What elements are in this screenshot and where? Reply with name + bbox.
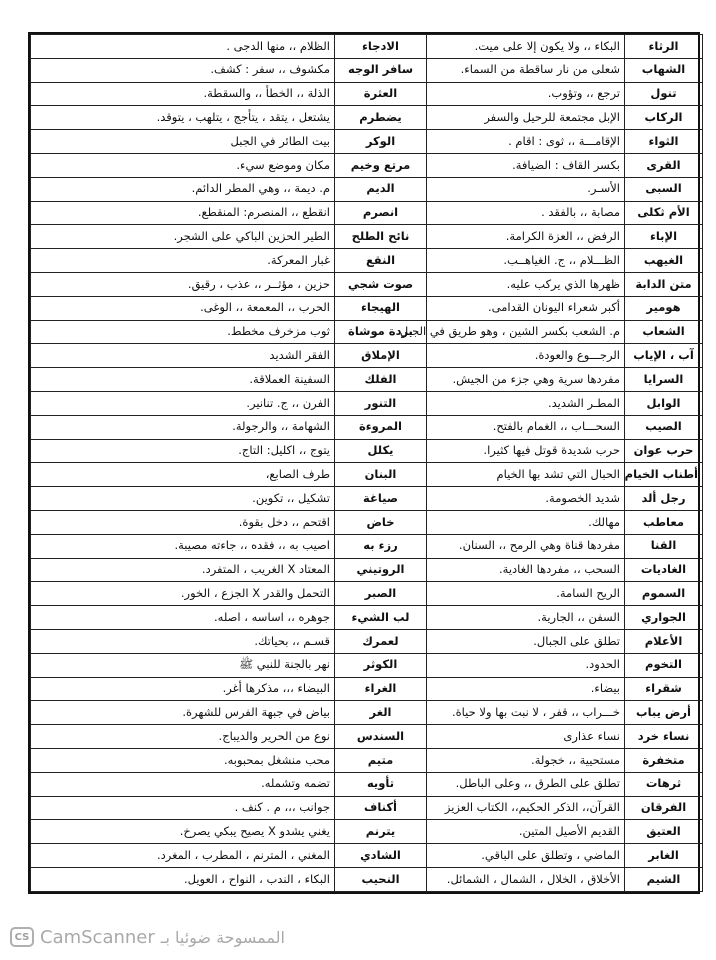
word-cell: يكلل: [335, 439, 427, 463]
table-row: [31, 368, 703, 392]
table-row: [31, 677, 703, 701]
word-cell: رزء به: [335, 534, 427, 558]
meaning-cell: البكاء ،، ولا يكون إلا على ميت.: [427, 35, 625, 59]
meaning-cell: المعتاد X الغريب ، المتفرد.: [31, 558, 335, 582]
word-cell: لعمرك: [335, 629, 427, 653]
word-cell: الجواري: [625, 606, 703, 630]
word-cell: الأعلام: [625, 629, 703, 653]
word-cell: القنا: [625, 534, 703, 558]
meaning-cell: بيضاء.: [427, 677, 625, 701]
table-row: [31, 463, 703, 487]
word-cell: معاطب: [625, 510, 703, 534]
table-row: [31, 487, 703, 511]
word-cell: الغابر: [625, 844, 703, 868]
table-row: [31, 58, 703, 82]
meaning-cell: مكان وموضع سيء.: [31, 153, 335, 177]
word-cell: صياغة: [335, 487, 427, 511]
word-cell: الروتيني: [335, 558, 427, 582]
word-cell: الإملاق: [335, 344, 427, 368]
word-cell: الشادي: [335, 844, 427, 868]
table-row: [31, 153, 703, 177]
word-cell: الكوثر: [335, 653, 427, 677]
meaning-cell: بكسر القاف : الضيافة.: [427, 153, 625, 177]
table-row: [31, 35, 703, 59]
word-cell: القرى: [625, 153, 703, 177]
word-cell: البنان: [335, 463, 427, 487]
meaning-cell: التحمل والقدر X الجزع ، الخور.: [31, 582, 335, 606]
word-cell: الغيهب: [625, 249, 703, 273]
glossary-body: [31, 35, 703, 892]
word-cell: المروءة: [335, 415, 427, 439]
meaning-cell: يغني يشدو X يصيح يبكي يصرخ.: [31, 820, 335, 844]
meaning-cell: اصيب به ،، فقده ،، جاءته مصيبة.: [31, 534, 335, 558]
meaning-cell: تضمه وتشمله.: [31, 772, 335, 796]
word-cell: أكناف: [335, 796, 427, 820]
word-cell: النحيب: [335, 867, 427, 891]
table-row: [31, 558, 703, 582]
meaning-cell: الظـــلام ،، ج. الغياهــب.: [427, 249, 625, 273]
word-cell: العتيق: [625, 820, 703, 844]
meaning-cell: نساء عذارى: [427, 725, 625, 749]
meaning-cell: نوع من الحرير والديباج.: [31, 725, 335, 749]
meaning-cell: القديم الأصيل المتين.: [427, 820, 625, 844]
word-cell: الشعاب: [625, 320, 703, 344]
word-cell: الصيب: [625, 415, 703, 439]
table-row: [31, 510, 703, 534]
meaning-cell: حرب شديدة قوتل فيها كثيرا.: [427, 439, 625, 463]
table-row: [31, 844, 703, 868]
word-cell: الركاب: [625, 106, 703, 130]
table-row: [31, 82, 703, 106]
meaning-cell: الإبل مجتمعة للرحيل والسفر: [427, 106, 625, 130]
word-cell: الشيم: [625, 867, 703, 891]
meaning-cell: ظهرها الذي يركب عليه.: [427, 272, 625, 296]
meaning-cell: يتوج ،، اكليل: التاج.: [31, 439, 335, 463]
meaning-cell: تطلق على الطرق ،، وعلى الباطل.: [427, 772, 625, 796]
meaning-cell: شعلى من نار ساقطة من السماء.: [427, 58, 625, 82]
meaning-cell: تطلق على الجبال.: [427, 629, 625, 653]
word-cell: الغراء: [335, 677, 427, 701]
table-row: [31, 130, 703, 154]
meaning-cell: المطـر الشديد.: [427, 391, 625, 415]
meaning-cell: قسـم ،، بحياتك.: [31, 629, 335, 653]
meaning-cell: جوهره ،، اساسه ، اصله.: [31, 606, 335, 630]
word-cell: الرثاء: [625, 35, 703, 59]
meaning-cell: ترجع ،، وتؤوب.: [427, 82, 625, 106]
meaning-cell: السفن ،، الجارية.: [427, 606, 625, 630]
table-row: [31, 629, 703, 653]
table-row: [31, 653, 703, 677]
table-row: [31, 582, 703, 606]
meaning-cell: الحبال التي تشد بها الخيام: [427, 463, 625, 487]
word-cell: الثواء: [625, 130, 703, 154]
word-cell: انصرم: [335, 201, 427, 225]
table-row: [31, 606, 703, 630]
word-cell: الإباء: [625, 225, 703, 249]
table-row: [31, 344, 703, 368]
word-cell: الادجاء: [335, 35, 427, 59]
meaning-cell: الأسـر.: [427, 177, 625, 201]
table-row: [31, 225, 703, 249]
scanned-with-text: الممسوحة ضوئيا بـ: [160, 927, 285, 947]
meaning-cell: ثوب مزخرف مخطط.: [31, 320, 335, 344]
meaning-cell: الطير الحزين الباكي على الشجر.: [31, 225, 335, 249]
meaning-cell: طرف الصابع،: [31, 463, 335, 487]
meaning-cell: الذلة ،، الخطأ ،، والسقطة.: [31, 82, 335, 106]
camscanner-brand: CamScanner: [40, 926, 155, 948]
table-row: [31, 796, 703, 820]
meaning-cell: السحـــاب ،، الغمام بالفتح.: [427, 415, 625, 439]
meaning-cell: الحرب ،، المعمعة ،، الوغى.: [31, 296, 335, 320]
word-cell: الأم ثكلى: [625, 201, 703, 225]
meaning-cell: بياض في جبهة الفرس للشهرة.: [31, 701, 335, 725]
word-cell: أطناب الخيام: [625, 463, 703, 487]
table-row: [31, 296, 703, 320]
meaning-cell: الشهامة ،، والرجولة.: [31, 415, 335, 439]
meaning-cell: السحب ،، مفردها الغادية.: [427, 558, 625, 582]
meaning-cell: الأخلاق ، الخلال ، الشمال ، الشمائل.: [427, 867, 625, 891]
word-cell: الوكر: [335, 130, 427, 154]
word-cell: شقراء: [625, 677, 703, 701]
meaning-cell: الرفض ،، العزة الكرامة.: [427, 225, 625, 249]
table-row: [31, 320, 703, 344]
meaning-cell: مهالك.: [427, 510, 625, 534]
glossary-sheet: [28, 32, 700, 894]
meaning-cell: خـــراب ،، قفر ، لا نبت بها ولا حياة.: [427, 701, 625, 725]
meaning-cell: البكاء ، الندب ، النواح ، العويل.: [31, 867, 335, 891]
word-cell: متن الدابة: [625, 272, 703, 296]
meaning-cell: جوانب ،،، م . كنف .: [31, 796, 335, 820]
meaning-cell: نهر بالجنة للنبي ﷺ: [31, 653, 335, 677]
meaning-cell: الفرن ،، ج. تنانير.: [31, 391, 335, 415]
meaning-cell: السفينة العملاقة.: [31, 368, 335, 392]
word-cell: الهيجاء: [335, 296, 427, 320]
table-row: [31, 391, 703, 415]
word-cell: أرض يباب: [625, 701, 703, 725]
word-cell: الفلك: [335, 368, 427, 392]
word-cell: آب ، الإياب: [625, 344, 703, 368]
meaning-cell: بيت الطائر في الجبل: [31, 130, 335, 154]
meaning-cell: يشتعل ، يتقد ، يتأجج ، يتلهب ، يتوقد.: [31, 106, 335, 130]
word-cell: نائح الطلح: [335, 225, 427, 249]
word-cell: متخفرة: [625, 748, 703, 772]
word-cell: يترنم: [335, 820, 427, 844]
word-cell: السندس: [335, 725, 427, 749]
word-cell: حرب عوان: [625, 439, 703, 463]
meaning-cell: الفقر الشديد: [31, 344, 335, 368]
word-cell: الديم: [335, 177, 427, 201]
camscanner-watermark: [10, 924, 285, 950]
word-cell: النقع: [335, 249, 427, 273]
meaning-cell: تشكيل ،، تكوين.: [31, 487, 335, 511]
word-cell: يضطرم: [335, 106, 427, 130]
meaning-cell: أكبر شعراء اليونان القدامى.: [427, 296, 625, 320]
table-row: [31, 201, 703, 225]
meaning-cell: الظلام ،، منها الدجى .: [31, 35, 335, 59]
word-cell: الفرقان: [625, 796, 703, 820]
meaning-cell: الإقامـــة ،، ثوى : اقام .: [427, 130, 625, 154]
table-row: [31, 534, 703, 558]
meaning-cell: حزين ، مؤثــر ،، عذب ، رقيق.: [31, 272, 335, 296]
meaning-cell: الرجـــوع والعودة.: [427, 344, 625, 368]
table-row: [31, 249, 703, 273]
table-row: [31, 725, 703, 749]
table-row: [31, 272, 703, 296]
word-cell: تنول: [625, 82, 703, 106]
table-row: [31, 748, 703, 772]
word-cell: الغاديات: [625, 558, 703, 582]
word-cell: الشهاب: [625, 58, 703, 82]
meaning-cell: مستحيية ،، خجولة.: [427, 748, 625, 772]
word-cell: العثرة: [335, 82, 427, 106]
meaning-cell: الريح السامة.: [427, 582, 625, 606]
table-row: [31, 439, 703, 463]
table-row: [31, 867, 703, 891]
table-row: [31, 772, 703, 796]
camscanner-logo-icon: CS: [10, 927, 34, 947]
word-cell: التنور: [335, 391, 427, 415]
table-row: [31, 701, 703, 725]
word-cell: نساء خرد: [625, 725, 703, 749]
word-cell: الوابل: [625, 391, 703, 415]
meaning-cell: القرآن،، الذكر الحكيم،، الكتاب العزيز: [427, 796, 625, 820]
word-cell: بردة موشاة: [335, 320, 427, 344]
meaning-cell: المغني ، المترنم ، المطرب ، المغرد.: [31, 844, 335, 868]
meaning-cell: الماضي ، وتطلق على الباقي.: [427, 844, 625, 868]
word-cell: الصبر: [335, 582, 427, 606]
meaning-cell: مفردها سرية وهي جزء من الجيش.: [427, 368, 625, 392]
word-cell: الغر: [335, 701, 427, 725]
meaning-cell: انقطع ،، المنصرم: المنقطع.: [31, 201, 335, 225]
word-cell: السموم: [625, 582, 703, 606]
meaning-cell: غبار المعركة.: [31, 249, 335, 273]
word-cell: مرتع وخيم: [335, 153, 427, 177]
word-cell: صوت شجي: [335, 272, 427, 296]
meaning-cell: مكشوف ،، سفر : كشف.: [31, 58, 335, 82]
meaning-cell: مصابة ،، بالفقد .: [427, 201, 625, 225]
word-cell: تأويه: [335, 772, 427, 796]
word-cell: ثرهات: [625, 772, 703, 796]
word-cell: خاض: [335, 510, 427, 534]
table-row: [31, 820, 703, 844]
word-cell: هومير: [625, 296, 703, 320]
meaning-cell: م. ديمة ،، وهي المطر الدائم.: [31, 177, 335, 201]
meaning-cell: م. الشعب بكسر الشين ، وهو طريق في الجبل: [427, 320, 625, 344]
word-cell: رجل ألد: [625, 487, 703, 511]
word-cell: السبى: [625, 177, 703, 201]
word-cell: سافر الوجه: [335, 58, 427, 82]
word-cell: التخوم: [625, 653, 703, 677]
meaning-cell: الحدود.: [427, 653, 625, 677]
meaning-cell: محب منشغل بمحبوبه.: [31, 748, 335, 772]
word-cell: لب الشيء: [335, 606, 427, 630]
word-cell: السرايا: [625, 368, 703, 392]
meaning-cell: البيضاء ،،، مذكرها أغر.: [31, 677, 335, 701]
word-cell: متيم: [335, 748, 427, 772]
meaning-cell: اقتحم ،، دخل بقوة.: [31, 510, 335, 534]
glossary-table: [30, 34, 703, 892]
meaning-cell: مفردها قناة وهي الرمح ،، السنان.: [427, 534, 625, 558]
meaning-cell: شديد الخصومة.: [427, 487, 625, 511]
table-row: [31, 106, 703, 130]
table-row: [31, 177, 703, 201]
table-row: [31, 415, 703, 439]
